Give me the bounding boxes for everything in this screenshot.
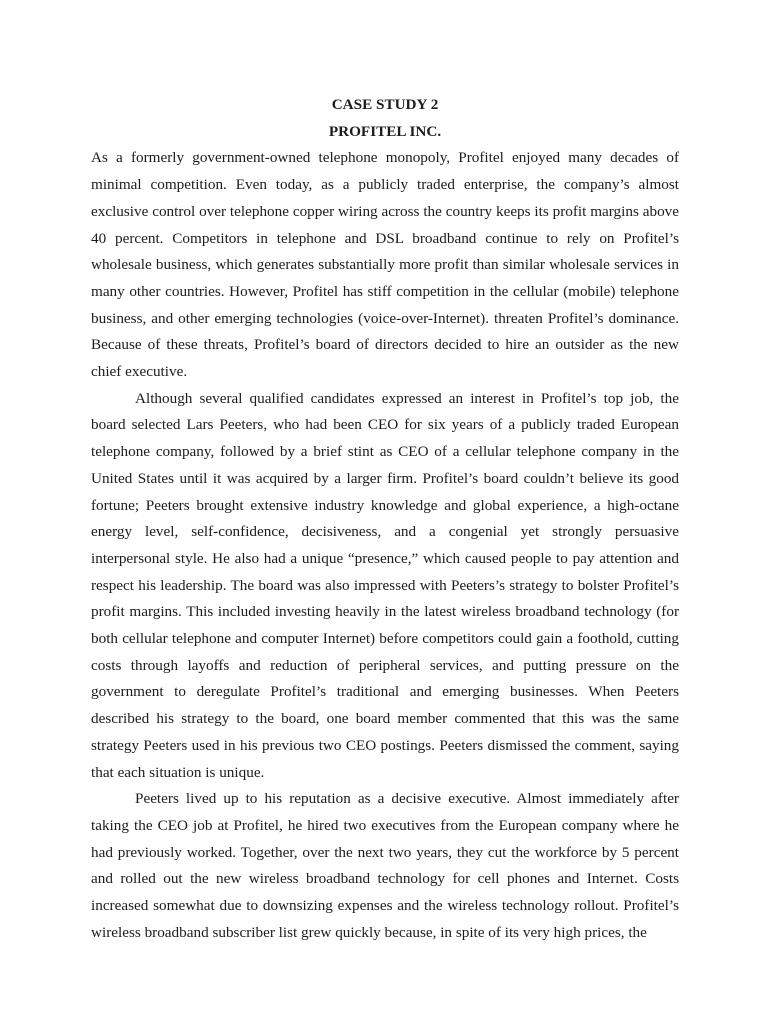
- document-body: [91, 92, 679, 947]
- paragraph-intro: As a formerly government-owned telephone monopoly, Profitel enjoyed many decades of minimal competition. Even today, as a publicly traded enterprise, the company’s almost exclusive control over telephone copper wiring across the country keeps its profit margins above 40 percent. Competitors in telephone and DSL broadband continue to rely on Profitel’s wholesale business, which generates substantially more profit than similar wholesale services in many other countries. However, Profitel has stiff competition in the cellular (mobile) telephone business, and other emerging technologies (voice-over-Internet). threaten Profitel’s dominance. Because of these threats, Profitel’s board of directors decided to hire an outsider as the new chief executive.: [91, 149, 679, 381]
- paragraph-ceo-actions: Peeters lived up to his reputation as a decisive executive. Almost immediately after taking the CEO job at Profitel, he hired two executives from the European company where he had previously worked. Together, over the next two years, they cut the workforce by 5 percent and rolled out the new wireless broadband technology for cell phones and Internet. Costs increased somewhat due to downsizing expenses and the wireless technology rollout. Profitel’s wireless broadband subscriber list grew quickly because, in spite of its very high prices, the: [91, 790, 679, 941]
- paragraph-ceo-selection: Although several qualified candidates expressed an interest in Profitel’s top job, the board selected Lars Peeters, who had been CEO for six years of a publicly traded European telephone company, followed by a brief stint as CEO of a cellular telephone company in the United States until it was acquired by a larger firm. Profitel’s board couldn’t believe its good fortune; Peeters brought extensive industry knowledge and global experience, a high-octane energy level, self-confidence, decisiveness, and a congenial yet strongly persuasive interpersonal style. He also had a unique “presence,” which caused people to pay attention and respect his leadership. The board was also impressed with Peeters’s strategy to bolster Profitel’s profit margins. This included investing heavily in the latest wireless broadband technology (for both cellular telephone and computer Internet) before competitors could gain a foothold, cutting costs through layoffs and reduction of peripheral services, and putting pressure on the government to deregulate Profitel’s traditional and emerging businesses. When Peeters described his strategy to the board, one board member commented that this was the same strategy Peeters used in his previous two CEO postings. Peeters dismissed the comment, saying that each situation is unique.: [91, 389, 679, 781]
- case-study-number-heading: CASE STUDY 2: [331, 96, 439, 113]
- case-study-title-heading: PROFITEL INC.: [328, 122, 442, 140]
